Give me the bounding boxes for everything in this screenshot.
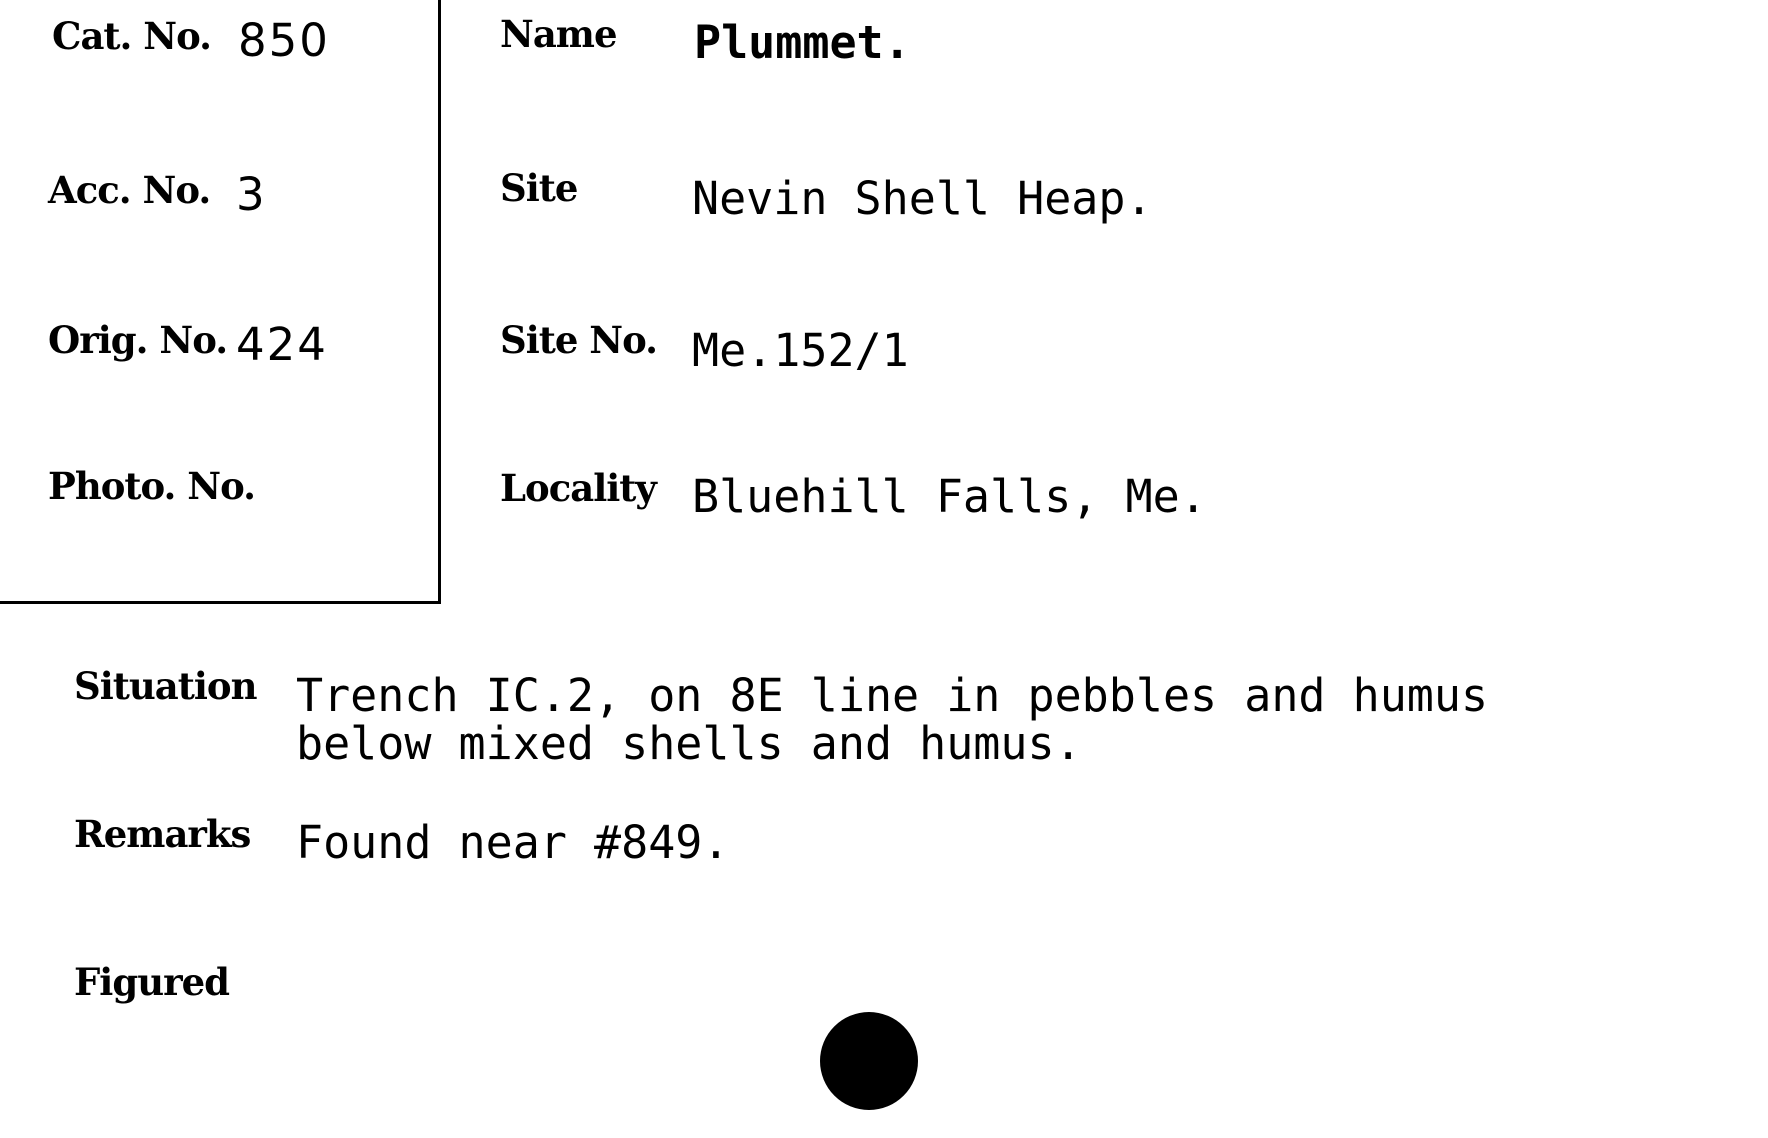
cat-no-value: 850 <box>238 14 330 67</box>
punch-hole <box>820 1012 918 1110</box>
situation-label: Situation <box>74 664 257 708</box>
remarks-label: Remarks <box>74 812 251 856</box>
locality-label: Locality <box>500 466 656 510</box>
situation-line-1: Trench IC.2, on 8E line in pebbles and humus <box>296 669 1489 722</box>
situation-line-2: below mixed shells and humus. <box>296 717 1082 770</box>
orig-no-label: Orig. No. <box>48 318 228 362</box>
name-label: Name <box>500 12 617 56</box>
acc-no-value: 3 <box>236 168 267 221</box>
site-value: Nevin Shell Heap. <box>692 172 1153 225</box>
name-value: Plummet. <box>694 16 911 69</box>
site-no-label: Site No. <box>500 318 658 362</box>
locality-value: Bluehill Falls, Me. <box>692 470 1207 523</box>
acc-no-label: Acc. No. <box>48 168 211 212</box>
remarks-value: Found near #849. <box>296 816 730 869</box>
orig-no-value: 424 <box>236 318 328 371</box>
catalog-number-box <box>0 0 441 604</box>
photo-no-label: Photo. No. <box>48 464 256 508</box>
site-no-value: Me.152/1 <box>692 324 909 377</box>
cat-no-label: Cat. No. <box>52 14 212 58</box>
figured-label: Figured <box>74 960 230 1004</box>
site-label: Site <box>500 166 578 210</box>
